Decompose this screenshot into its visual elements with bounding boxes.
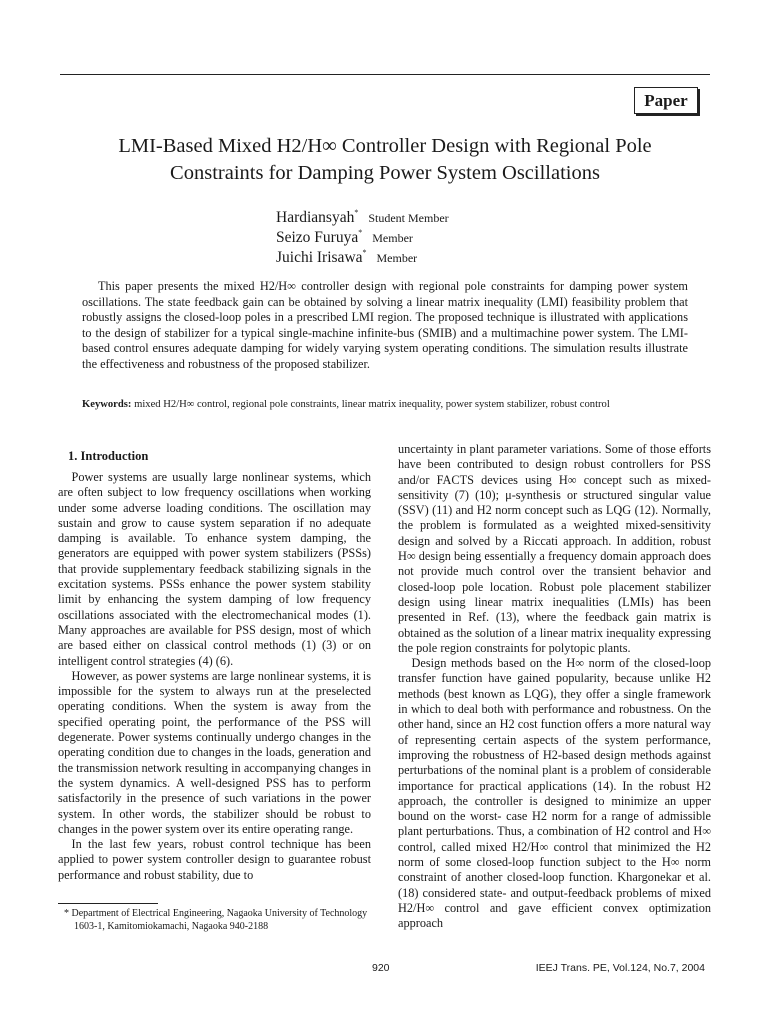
section-heading: 1. Introduction bbox=[68, 449, 149, 463]
page-number: 920 bbox=[372, 962, 390, 974]
author-3 bbox=[276, 243, 576, 266]
paragraph: However, as power systems are large nonlinear systems, it is impossible for the system to always run at the preselected operating conditions. When the system is away from the specified operating point, the performance of the PSS will degenerate. Power systems continually undergo changes in the operating condition due to changes in the loads, generation and the transmission network resulting in accompanying changes in the system dynamics. A well-designed PSS has to perform satisfactorily in the presence of such variations in the power system. In other words, the stabilizer should be robust to changes in the power system over its entire operating range. bbox=[58, 668, 371, 836]
title-line-2: Constraints for Damping Power System Oscillations bbox=[170, 162, 600, 184]
footnote-affiliation: * Department of Electrical Engineering, Nagaoka University of Technology bbox=[64, 908, 368, 919]
author-name: Hardiansyah bbox=[276, 209, 355, 226]
footnote-address: 1603-1, Kamitomiokamachi, Nagaoka 940-2188 bbox=[74, 920, 269, 932]
title-line-1: LMI-Based Mixed H2/H∞ Controller Design with Regional Pole bbox=[118, 135, 652, 157]
abstract: This paper presents the mixed H2/H∞ controller design with regional pole constraints for damping power system oscillations. The state feedback gain can be obtained by solving a linear matrix inequality (LMI) feasibility problem that robustly assigns the closed-loop poles in a prescribed LMI region. The proposed technique is illustrated with applications to the design of stabilizer for a typical single-machine infinite-bus (SMIB) and a multimachine power system. The LMI-based control ensures adequate damping for widely varying system operating conditions. The simulation results illustrate the effectiveness and robustness of the proposed stabilizer. bbox=[82, 279, 688, 371]
affiliation-mark: * bbox=[362, 248, 367, 257]
author-role: Student Member bbox=[368, 211, 449, 225]
author-role: Member bbox=[372, 231, 413, 245]
paragraph: In the last few years, robust control technique has been applied to power system controller design to guarantee robust performance and robust stability, due to bbox=[58, 837, 371, 882]
author-2 bbox=[276, 223, 576, 246]
paragraph: Power systems are usually large nonlinear systems, which are often subject to low frequency oscillations when working under some adverse loading conditions. The oscillation may sustain and grow to cause system separation if no adequate damping is available. To enhance system damping, the generators are equipped with power system stabilizers (PSSs) that provide supplementary feedback stabilizing signals in the excitation systems. PSSs enhance the power system stability limit by enhancing the system damping of low frequency oscillations associated with the electromechanical modes (1). Many approaches are available for PSS design, most of which are based either on classical control methods (1) (3) or on intelligent control strategies (4) (6). bbox=[58, 470, 371, 668]
keywords bbox=[82, 398, 688, 411]
paper-label: Paper bbox=[634, 87, 698, 114]
author-name: Juichi Irisawa bbox=[276, 249, 363, 266]
author-list bbox=[276, 203, 576, 266]
top-rule bbox=[60, 74, 710, 75]
affiliation-mark: * bbox=[358, 228, 363, 237]
paragraph: Design methods based on the H∞ norm of the closed-loop transfer function have gained popularity, because unlike H2 methods (best known as LQG), they offer a single framework in which to deal both with performance and robustness. On the other hand, since an H2 cost function offers a more natural way of representing certain aspects of the system performance, improving the robustness of H2-based design methods against perturbations of the nominal plant is a problem of considerable importance for practical applications (14). In the robust H2 approach, the controller is designed to minimize an upper bound on the worst- case H2 norm for a range of admissible plant perturbations. Thus, a combination of H2 control and H∞ control, called mixed H2/H∞ control that minimized the H2 norm of some closed-loop function subject to the H∞ norm constraint of another closed-loop function. Khargonekar et al. (18) considered state- and output-feedback problems of mixed H2/H∞ control and gave efficient convex optimization approach bbox=[398, 656, 711, 931]
footnote-rule bbox=[58, 903, 158, 904]
keywords-label: Keywords: bbox=[82, 399, 132, 410]
author-name: Seizo Furuya bbox=[276, 229, 359, 246]
keywords-text: mixed H2/H∞ control, regional pole constraints, linear matrix inequality, power system stabilizer, robust control bbox=[134, 399, 610, 410]
paragraph: uncertainty in plant parameter variations. Some of those efforts have been contributed to design robust controllers for PSS and/or FACTS devices using H∞ concept such as mixed-sensitivity (7) (10); μ-synthesis or structured singular value (SSV) (11) and H2 norm concept such as LQG (12). Normally, the problem is formulated as a weighted mixed-sensitivity design and solved by a Riccati approach. In addition, robust H∞ design being essentially a frequency domain approach does not provide much control over the transient behavior and closed-loop pole location. Robust pole placement stabilizer design using linear matrix inequalities (LMIs) has been presented in Ref. (13), where the feedback gain matrix is obtained as the solution of a linear matrix inequality expressing the pole region constraints for polytopic plants. bbox=[398, 442, 711, 655]
right-column bbox=[398, 442, 711, 932]
author-role: Member bbox=[376, 251, 418, 265]
paper-title bbox=[60, 133, 710, 187]
journal-reference: IEEJ Trans. PE, Vol.124, No.7, 2004 bbox=[535, 962, 705, 974]
affiliation-mark: * bbox=[354, 208, 359, 217]
footnote bbox=[64, 908, 374, 933]
author-1 bbox=[276, 203, 576, 226]
left-column bbox=[58, 448, 371, 883]
